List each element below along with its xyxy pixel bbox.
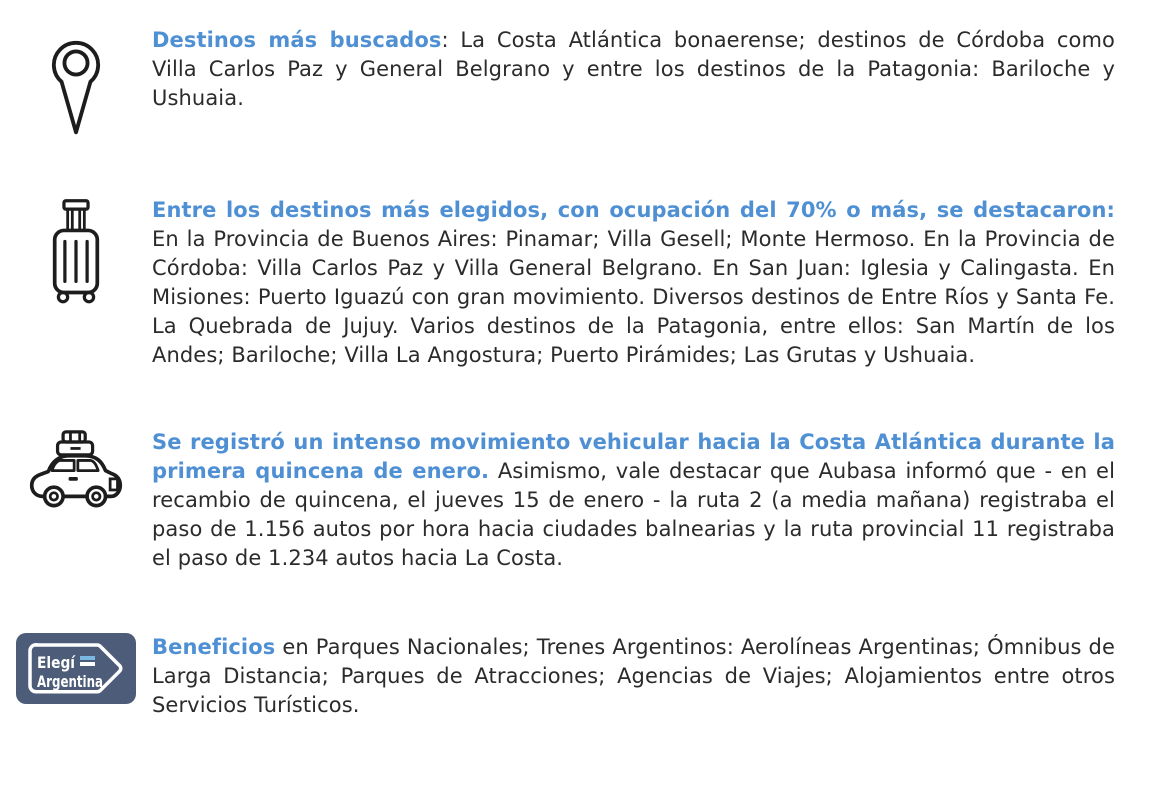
logo-text-line2: Argentina <box>37 672 103 691</box>
elegi-argentina-logo <box>16 633 136 704</box>
section-destinos-buscados <box>0 26 1115 140</box>
paragraph-lead: Se registró un intenso movimiento vehicular hacia la Costa Atlántica durante la primera quincena de enero. <box>152 430 1115 483</box>
paragraph-body: : La Costa Atlántica bonaerense; destinos de Córdoba como Villa Carlos Paz y General Belgrano y entre los destinos de la Patagonia: Bariloche y Ushuaia. <box>152 28 1115 110</box>
paragraph <box>152 26 1115 113</box>
section-beneficios <box>0 633 1115 720</box>
icon-column <box>0 633 152 704</box>
paragraph <box>152 196 1115 370</box>
suitcase-icon <box>50 198 102 311</box>
car-luggage-icon <box>28 430 124 513</box>
icon-column <box>0 428 152 513</box>
paragraph-lead: Entre los destinos más elegidos, con ocupación del 70% o más, se destacaron: <box>152 198 1115 222</box>
paragraph-lead: Destinos más buscados <box>152 28 442 52</box>
paragraph <box>152 633 1115 720</box>
paragraph-lead: Beneficios <box>152 635 276 659</box>
paragraph-body: en Parques Nacionales; Trenes Argentinos: Aerolíneas Argentinas; Ómnibus de Larga Distancia; Parques de Atracciones; Agencias de Viajes; Alojamientos entre otros Servicios Turísticos. <box>152 635 1115 717</box>
icon-column <box>0 196 152 311</box>
section-destinos-elegidos <box>0 196 1115 370</box>
section-movimiento-vehicular <box>0 428 1115 573</box>
map-pin-icon <box>49 36 103 140</box>
paragraph-body: En la Provincia de Buenos Aires: Pinamar; Villa Gesell; Monte Hermoso. En la Provincia de Córdoba: Villa Carlos Paz y Villa General Belgrano. En San Juan: Iglesia y Calingasta. En Misiones: Puerto Iguazú con gran movimiento. Diversos destinos de Entre Ríos y Santa Fe. La Quebrada de Jujuy. Varios destinos de la Patagonia, entre ellos: San Martín de los Andes; Bariloche; Villa La Angostura; Puerto Pirámides; Las Grutas y Ushuaia. <box>152 227 1115 367</box>
logo-text-line1: Elegí <box>37 653 77 672</box>
icon-column <box>0 26 152 140</box>
paragraph <box>152 428 1115 573</box>
paragraph-body: Asimismo, vale destacar que Aubasa informó que - en el recambio de quincena, el jueves 15 de enero - la ruta 2 (a media mañana) registraba el paso de 1.156 autos por hora hacia ciudades balnearias y la ruta provincial 11 registraba el paso de 1.234 autos hacia La Costa. <box>152 459 1115 570</box>
